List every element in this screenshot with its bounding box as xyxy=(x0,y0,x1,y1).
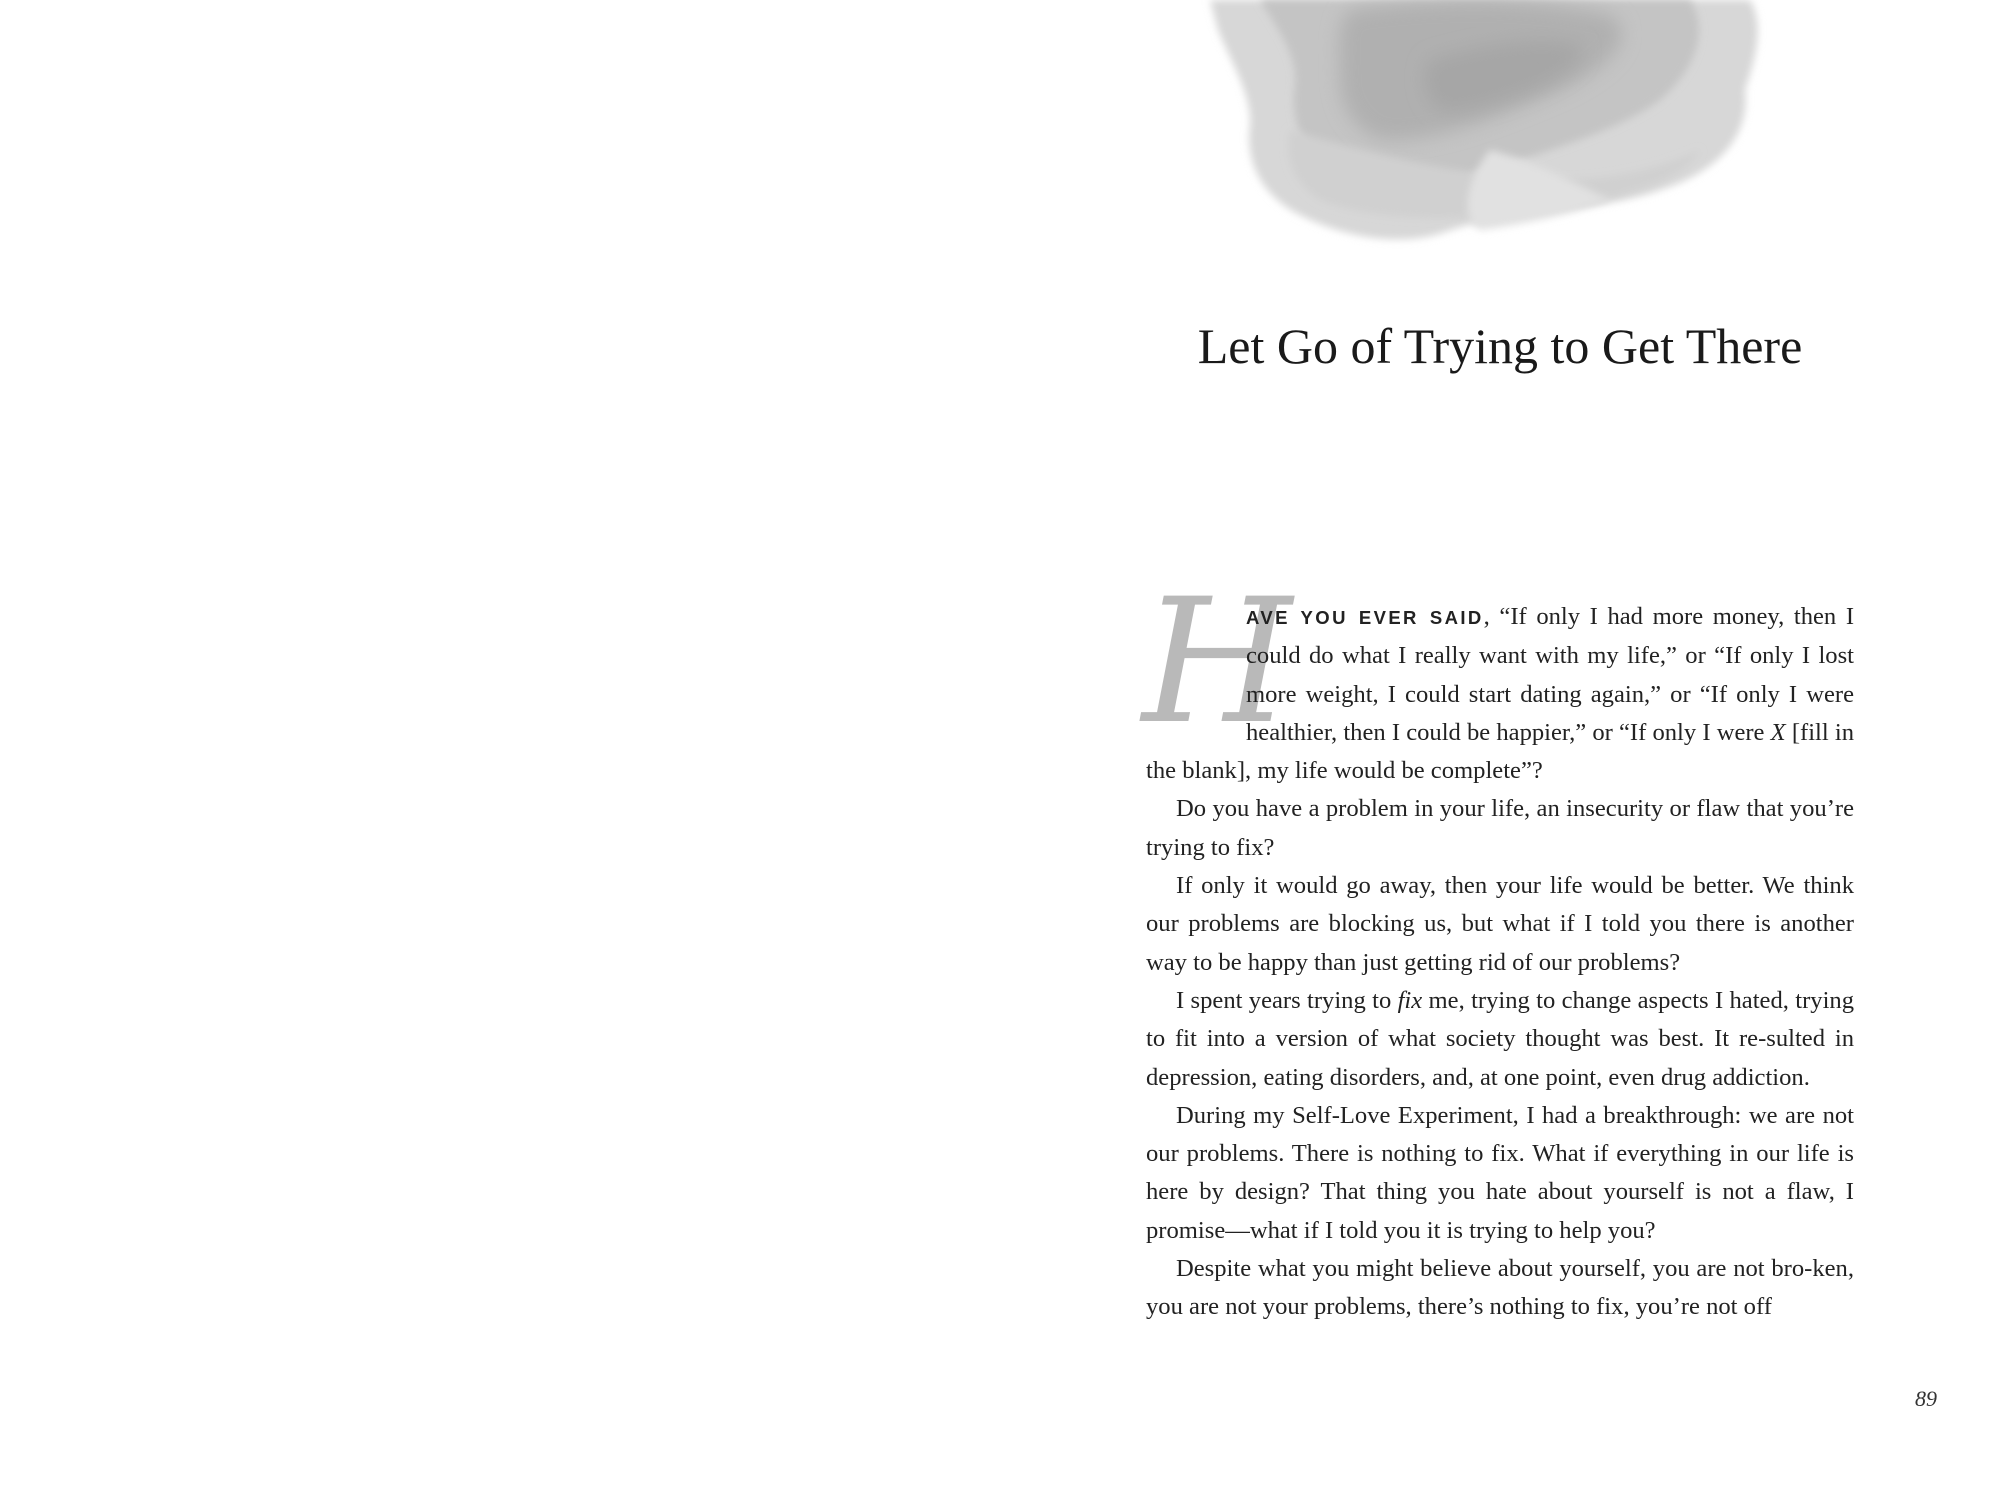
chapter-body-text xyxy=(1142,561,1855,1327)
paragraph-1-italic: X xyxy=(1770,718,1786,746)
paragraph-1-text-end: [fill in the blank], my life would be complete”? xyxy=(1146,718,1854,785)
drop-cap-letter: H xyxy=(1142,561,1292,762)
paragraph-6: Despite what you might believe about yourself, you are not bro-ken, you are not your problems, there’s nothing to fix, you’re not off xyxy=(1146,1255,1854,1321)
watercolor-brush-stroke-illustration xyxy=(1190,0,1830,260)
paragraph-1 xyxy=(1142,561,1855,790)
paragraph-3: If only it would go away, then your life would be better. We think our problems are blocking us, but what if I told you there is another way to be happy than just getting rid of our problems? xyxy=(1146,872,1854,976)
paragraph-4-start: I spent years trying to xyxy=(1176,986,1398,1014)
chapter-title: Let Go of Trying to Get There xyxy=(1197,317,1803,374)
paragraph-5: During my Self-Love Experiment, I had a breakthrough: we are not our problems. There is nothing to fix. What if everything in our life is here by design? That thing you hate about yourself is not a flaw, I promise—what if I told you it is trying to help you? xyxy=(1146,1101,1854,1244)
paragraph-4-end: me, trying to change aspects I hated, trying to fit into a version of what society thought was best. It re-sulted in depression, eating disorders, and, at one point, even drug addiction. xyxy=(1146,986,1854,1091)
page-number: 89 xyxy=(1915,1386,1937,1411)
paragraph-4 xyxy=(1146,982,1854,1097)
paragraph-1-text: , “If only I had more money, then I could do what I really want with my life,” or “If only I lost more weight, I could start dating again,” or “If only I were healthier, then I could be happier,” or “If only I were xyxy=(1246,603,1855,746)
lead-in-small-caps: AVE YOU EVER SAID xyxy=(1246,607,1484,628)
paragraph-4-italic: fix xyxy=(1397,986,1423,1014)
paragraph-2: Do you have a problem in your life, an insecurity or flaw that you’re trying to fix? xyxy=(1146,795,1854,861)
